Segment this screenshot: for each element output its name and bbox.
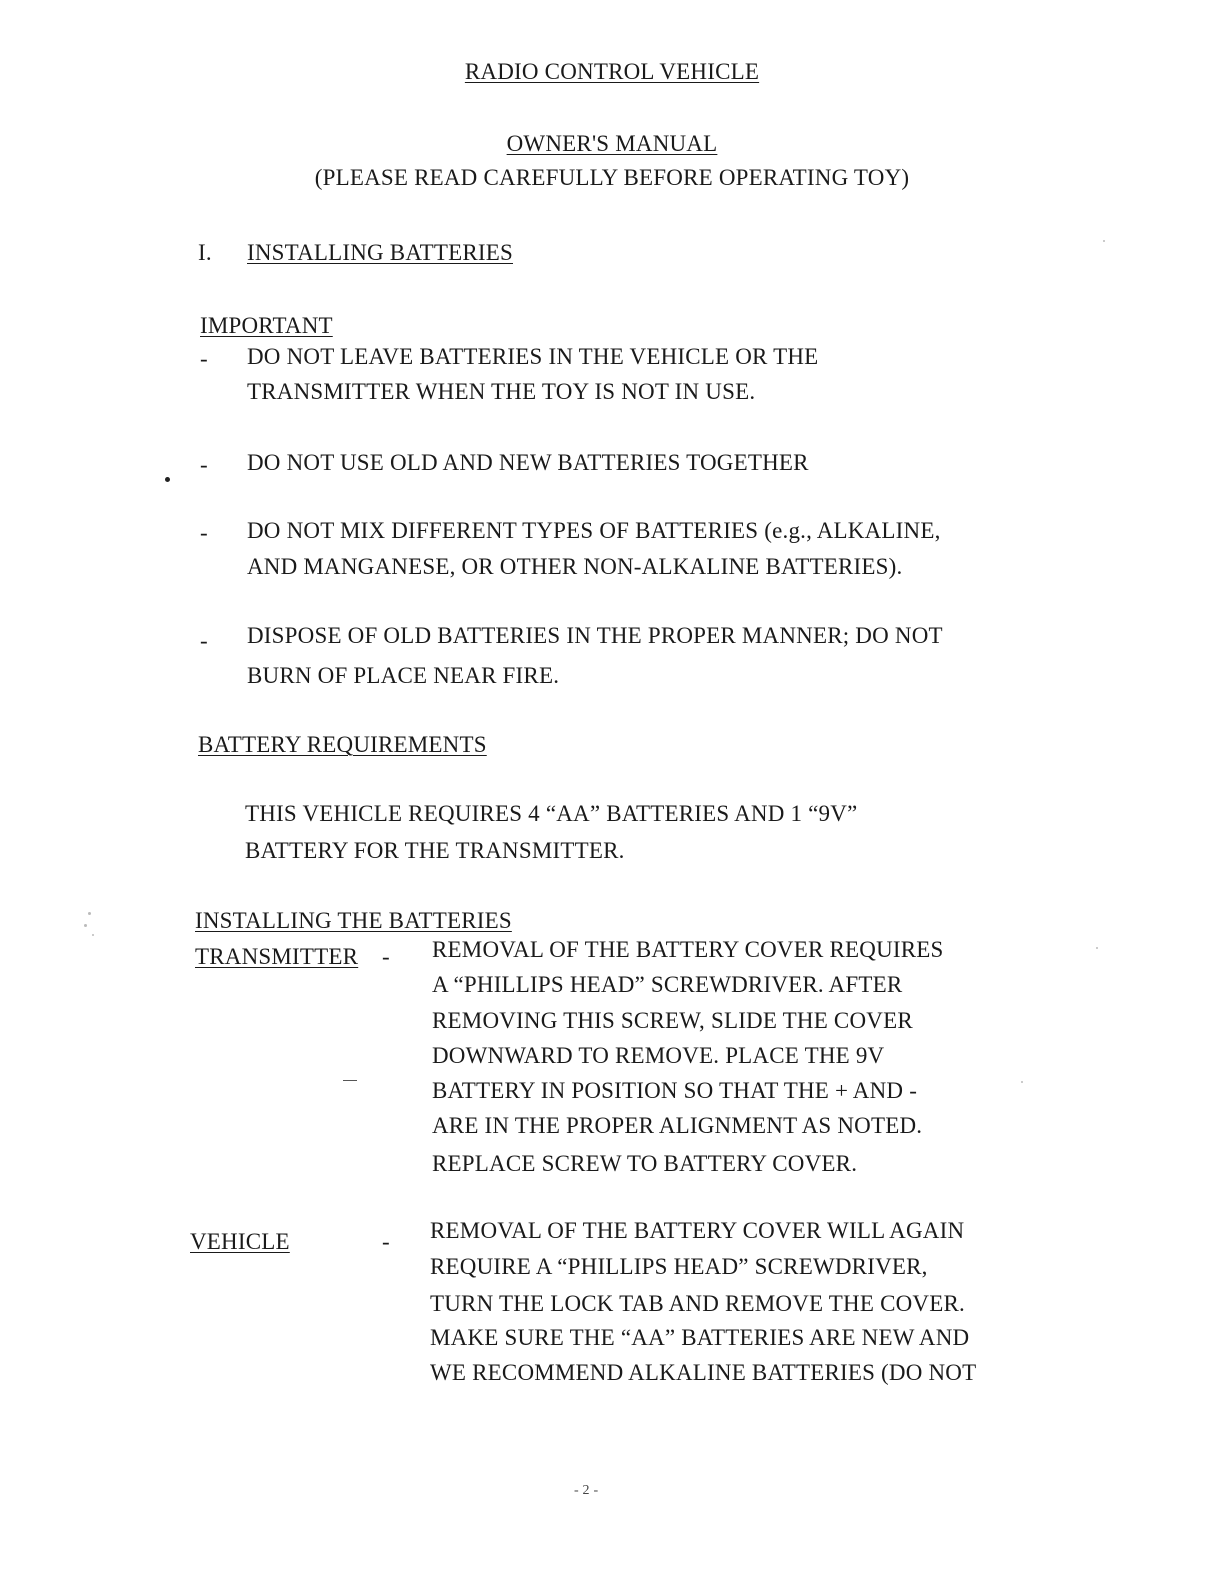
bullet-dash: -: [200, 346, 208, 371]
vehicle-line: TURN THE LOCK TAB AND REMOVE THE COVER.: [430, 1291, 965, 1316]
vehicle-label: VEHICLE: [190, 1229, 290, 1254]
scan-speck: [92, 934, 94, 936]
transmitter-line: REMOVING THIS SCREW, SLIDE THE COVER: [432, 1008, 913, 1033]
document-title: RADIO CONTROL VEHICLE: [464, 59, 760, 84]
transmitter-label: TRANSMITTER: [195, 944, 359, 969]
transmitter-line: BATTERY IN POSITION SO THAT THE + AND -: [432, 1078, 918, 1103]
bullet-dash: -: [200, 628, 208, 653]
vehicle-line: MAKE SURE THE “AA” BATTERIES ARE NEW AND: [430, 1325, 970, 1350]
transmitter-line: REPLACE SCREW TO BATTERY COVER.: [432, 1151, 858, 1176]
read-carefully-notice: (PLEASE READ CAREFULLY BEFORE OPERATING TOY): [314, 165, 910, 190]
bullet-dash: -: [200, 452, 208, 477]
important-item-2-line-1: DO NOT USE OLD AND NEW BATTERIES TOGETHER: [247, 450, 809, 475]
important-heading: IMPORTANT: [200, 313, 333, 338]
important-item-1-line-1: DO NOT LEAVE BATTERIES IN THE VEHICLE OR THE: [247, 344, 819, 369]
scan-speck: [1096, 947, 1098, 949]
important-item-3-line-2: AND MANGANESE, OR OTHER NON-ALKALINE BATTERIES).: [247, 554, 903, 579]
installing-batteries-heading: INSTALLING THE BATTERIES: [195, 908, 512, 933]
important-item-4-line-1: DISPOSE OF OLD BATTERIES IN THE PROPER MANNER; DO NOT: [247, 623, 943, 648]
transmitter-line: DOWNWARD TO REMOVE. PLACE THE 9V: [432, 1043, 885, 1068]
vehicle-line: REMOVAL OF THE BATTERY COVER WILL AGAIN: [430, 1218, 965, 1243]
important-item-1-line-2: TRANSMITTER WHEN THE TOY IS NOT IN USE.: [247, 379, 756, 404]
requirements-line-1: THIS VEHICLE REQUIRES 4 “AA” BATTERIES AND 1 “9V”: [245, 801, 858, 826]
section-number: I.: [198, 240, 212, 265]
scan-speck: [88, 912, 91, 915]
page-number-mark: - 2 -: [574, 1483, 599, 1498]
document-subtitle: OWNER'S MANUAL: [506, 131, 718, 156]
scan-speck: [1103, 240, 1105, 242]
transmitter-line: REMOVAL OF THE BATTERY COVER REQUIRES: [432, 937, 944, 962]
important-item-3-line-1: DO NOT MIX DIFFERENT TYPES OF BATTERIES (e.g., ALKALINE,: [247, 518, 941, 543]
section-heading: INSTALLING BATTERIES: [247, 240, 513, 265]
scan-speck: [165, 477, 170, 482]
battery-requirements-heading: BATTERY REQUIREMENTS: [198, 732, 487, 757]
transmitter-line: A “PHILLIPS HEAD” SCREWDRIVER. AFTER: [432, 972, 903, 997]
vehicle-line: REQUIRE A “PHILLIPS HEAD” SCREWDRIVER,: [430, 1254, 928, 1279]
bullet-dash: -: [200, 520, 208, 545]
transmitter-line: ARE IN THE PROPER ALIGNMENT AS NOTED.: [432, 1113, 923, 1138]
important-item-4-line-2: BURN OF PLACE NEAR FIRE.: [247, 663, 560, 688]
vehicle-dash: -: [382, 1229, 390, 1254]
requirements-line-2: BATTERY FOR THE TRANSMITTER.: [245, 838, 625, 863]
scan-speck: [343, 1080, 357, 1081]
scan-speck: [84, 924, 87, 927]
vehicle-line: WE RECOMMEND ALKALINE BATTERIES (DO NOT: [430, 1360, 977, 1385]
scan-speck: [1021, 1081, 1023, 1083]
transmitter-dash: -: [382, 944, 390, 969]
